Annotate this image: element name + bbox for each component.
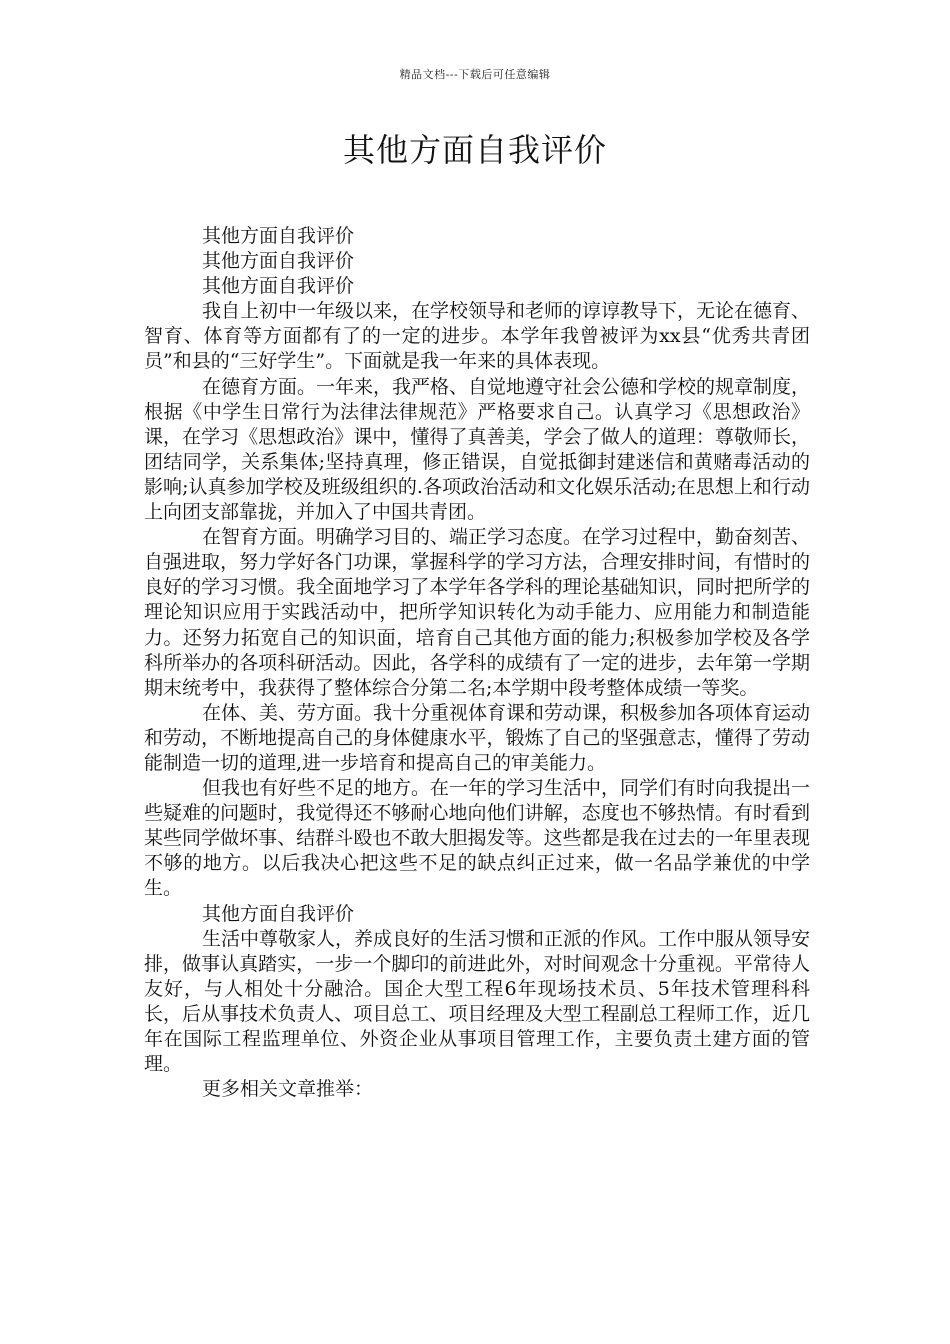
subtitle-line: 其他方面自我评价 (202, 225, 355, 247)
subtitle-line: 其他方面自我评价 (202, 275, 355, 298)
paragraph-moral: 在德育方面。一年来，我严格、自觉地遵守社会公德和学校的规章制度，根据《中学生日常行为法律法律规范》严格要求自己。认真学习《思想政治》课，在学习《思想政治》课中，懂得了真善美，学会了做人的道理：尊敬师长，团结同学，关系集体;坚持真理，修正错误，自觉抵御封建迷信和黄赌毒活动的影响;认真参加学校及班级组织的.各项政治活动和文化娱乐活动;在思想上和行动上向团支部靠拢，并加入了中国共青团。 (144, 375, 811, 524)
subtitle-line: 其他方面自我评价 (202, 250, 355, 273)
page-title: 其他方面自我评价 (342, 131, 607, 169)
header-note: 精品文档---下载后可任意编辑 (399, 68, 551, 81)
paragraph-life: 生活中尊敬家人，养成良好的生活习惯和正派的作风。工作中服从领导安排，做事认真踏实，一步一个脚印的前进此外，对时间观念十分重视。平常待人友好，与人相处十分融洽。国企大型工程6年现场技术员、5年技术管理科科长，后从事技术负责人、项目总工、项目经理及大型工程副总工程师工作，近几年在国际工程监理单位、外资企业从事项目管理工作，主要负责土建方面的管理。 (144, 927, 811, 1076)
section-heading: 其他方面自我评价 (202, 902, 355, 925)
paragraph-intro: 我自上初中一年级以来，在学校领导和老师的谆谆教导下，无论在德育、智育、体育等方面都有了的一定的进步。本学年我曾被评为xx县“优秀共青团员”和县的“三好学生”。下面就是我一年来的具体表现。 (144, 300, 811, 373)
paragraph-shortcomings: 但我也有好些不足的地方。在一年的学习生活中，同学们有时向我提出一些疑难的问题时，我觉得还不够耐心地向他们讲解，态度也不够热情。有时看到某些同学做坏事、结群斗殴也不敢大胆揭发等。这些都是我在过去的一年里表现不够的地方。以后我决心把这些不足的缺点纠正过来，做一名品学兼优的中学生。 (144, 777, 811, 900)
paragraph-intellect: 在智育方面。明确学习目的、端正学习态度。在学习过程中，勤奋刻苦、自强进取，努力学好各门功课，掌握科学的学习方法，合理安排时间，有惜时的良好的学习习惯。我全面地学习了本学年各学科的理论基础知识，同时把所学的理论知识应用于实践活动中，把所学知识转化为动手能力、应用能力和制造能力。还努力拓宽自己的知识面，培育自己其他方面的能力;积极参加学校及各学科所举办的各项科研活动。因此，各学科的成绩有了一定的进步，去年第一学期期末统考中，我获得了整体综合分第二名;本学期中段考整体成绩一等奖。 (144, 526, 811, 699)
document-body (144, 224, 810, 1102)
more-articles-label: 更多相关文章推举： (202, 1078, 374, 1101)
paragraph-physical: 在体、美、劳方面。我十分重视体育课和劳动课，积极参加各项体育运动和劳动，不断地提高自己的身体健康水平，锻炼了自己的坚强意志，懂得了劳动能制造一切的道理,进一步培育和提高自己的审美能力。 (144, 701, 811, 774)
